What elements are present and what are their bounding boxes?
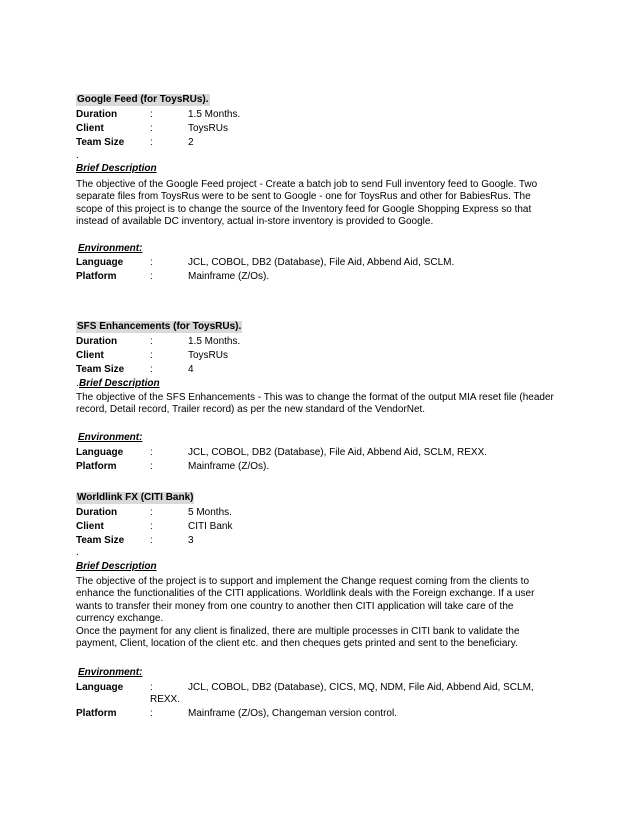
colon: : xyxy=(150,535,153,546)
description-paragraph: The objective of the project is to support and implement the Change request coming from the clients to enhance the functionalities of the CITI applications. Worldlink deals with the Foreign exchange. If a user wants to transfer their money from one country to another then CITI application will take care of the currency exchange. xyxy=(76,576,535,625)
platform-value: Mainframe (Z/Os), Changeman version control. xyxy=(188,708,397,719)
language-value: JCL, COBOL, DB2 (Database), CICS, MQ, NDM, File Aid, Abbend Aid, SCLM, xyxy=(188,682,534,693)
separator-dot: . xyxy=(76,547,79,558)
colon: : xyxy=(150,123,153,134)
project-title: Worldlink FX (CITI Bank) xyxy=(77,492,194,503)
separator-dot: . xyxy=(76,150,79,161)
colon: : xyxy=(150,336,153,347)
team-size-label: Team Size xyxy=(76,364,125,375)
duration-label: Duration xyxy=(76,336,118,347)
duration-label: Duration xyxy=(76,109,118,120)
language-label: Language xyxy=(76,447,124,458)
colon: : xyxy=(150,271,153,282)
colon: : xyxy=(150,350,153,361)
platform-label: Platform xyxy=(76,708,117,719)
brief-description-heading: Brief Description xyxy=(79,378,160,389)
team-size-value: 3 xyxy=(188,535,194,546)
language-value-continued: REXX. xyxy=(150,694,181,705)
brief-description-heading: Brief Description xyxy=(76,163,157,174)
project-title: SFS Enhancements (for ToysRUs). xyxy=(77,321,242,332)
brief-description-heading: Brief Description xyxy=(76,561,157,572)
colon: : xyxy=(150,364,153,375)
description-paragraph: The objective of the SFS Enhancements - This was to change the format of the output MIA reset file (header record, Detail record, Trailer record) as per the new standard of the VendorNet. xyxy=(76,392,554,416)
environment-heading: Environment: xyxy=(78,432,143,443)
separator-dot: . xyxy=(76,378,79,389)
client-value: ToysRUs xyxy=(188,350,229,361)
colon: : xyxy=(150,507,153,518)
platform-label: Platform xyxy=(76,461,117,472)
language-value: JCL, COBOL, DB2 (Database), File Aid, Abbend Aid, SCLM, REXX. xyxy=(188,447,488,458)
description-paragraph: Once the payment for any client is finalized, there are multiple processes in CITI bank to validate the payment, Client, location of the client etc. and then cheques gets printed and sent to the beneficiary. xyxy=(76,626,520,650)
colon: : xyxy=(150,137,153,148)
platform-label: Platform xyxy=(76,271,117,282)
language-value: JCL, COBOL, DB2 (Database), File Aid, Abbend Aid, SCLM. xyxy=(188,257,455,268)
colon: : xyxy=(150,521,153,532)
colon: : xyxy=(150,109,153,120)
project-title: Google Feed (for ToysRUs). xyxy=(77,94,209,105)
language-label: Language xyxy=(76,257,124,268)
client-value: ToysRUs xyxy=(188,123,229,134)
team-size-label: Team Size xyxy=(76,137,125,148)
description-paragraph: The objective of the Google Feed project - Create a batch job to send Full inventory feed to Google. Two separate files from ToysRus were to be sent to Google - one for ToysRus and other for BabiesRus. The scope of this project is to change the source of the Inventory feed for Google Shopping Express so that instead of available DC inventory, actual in-store inventory is provided to Google. xyxy=(76,179,538,228)
environment-heading: Environment: xyxy=(78,243,143,254)
client-label: Client xyxy=(76,521,104,532)
colon: : xyxy=(150,257,153,268)
colon: : xyxy=(150,708,153,719)
platform-value: Mainframe (Z/Os). xyxy=(188,461,270,472)
environment-heading: Environment: xyxy=(78,667,143,678)
platform-value: Mainframe (Z/Os). xyxy=(188,271,270,282)
duration-value: 1.5 Months. xyxy=(188,109,241,120)
colon: : xyxy=(150,682,153,693)
duration-value: 5 Months. xyxy=(188,507,232,518)
colon: : xyxy=(150,461,153,472)
client-label: Client xyxy=(76,123,104,134)
language-label: Language xyxy=(76,682,124,693)
team-size-value: 4 xyxy=(188,364,194,375)
team-size-value: 2 xyxy=(188,137,194,148)
duration-value: 1.5 Months. xyxy=(188,336,241,347)
duration-label: Duration xyxy=(76,507,118,518)
client-value: CITI Bank xyxy=(188,521,233,532)
colon: : xyxy=(150,447,153,458)
client-label: Client xyxy=(76,350,104,361)
team-size-label: Team Size xyxy=(76,535,125,546)
